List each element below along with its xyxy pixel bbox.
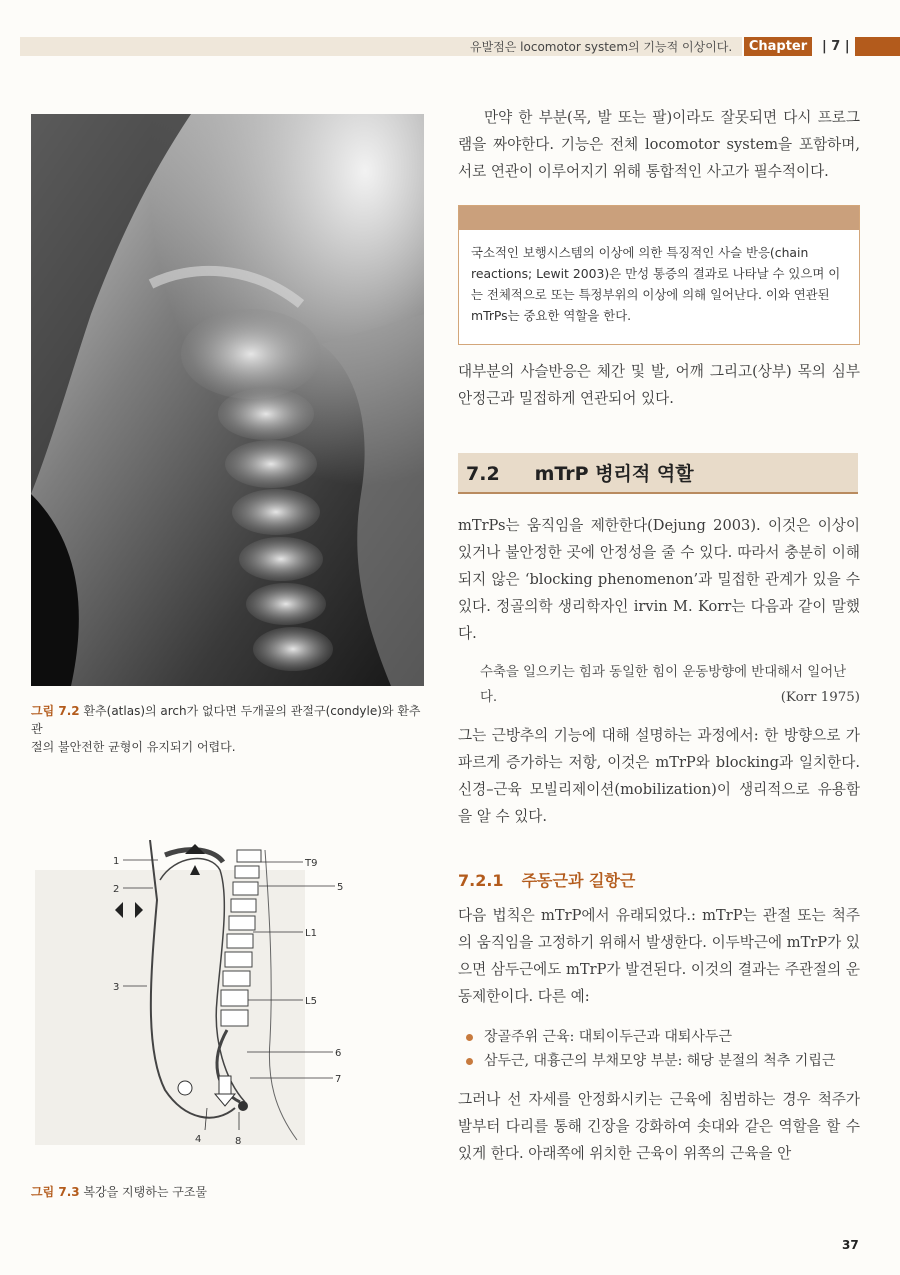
diagram-label-3: 3: [113, 982, 120, 993]
page-number: 37: [842, 1238, 859, 1252]
figure-7-3-label: 그림 7.3: [31, 1185, 80, 1199]
list-item: 장골주위 근육: 대퇴이두근과 대퇴사두근: [458, 1025, 868, 1049]
section-number: 7.2: [466, 463, 500, 485]
figure-7-3-caption: [31, 1183, 207, 1201]
intro-paragraph-text: 만약 한 부분(목, 발 또는 팔)이라도 잘못되면 다시 프로그램을 짜야한다. 기능은 전체 locomotor system을 포함하며, 서로 연관이 이루어지기 위해 통합적인 사고가 필수적이다.: [458, 109, 860, 180]
korr-quote: [480, 660, 860, 710]
intro-paragraph: [458, 104, 860, 185]
figure-7-2-caption: [31, 702, 431, 756]
final-paragraph-text: 그러나 선 자세를 안정화시키는 근육에 침범하는 경우 척주가 발부터 다리를 통해 긴장을 강화하여 솟대와 같은 역할을 할 수 있게 한다. 아래쪽에 위치한 근육이 위쪽의 근육을 안: [458, 1091, 860, 1162]
rule-paragraph-text: 다음 법칙은 mTrP에서 유래되었다.: mTrP는 관절 또는 척주의 움직임을 고정하기 위해서 발생한다. 이두박근에 mTrP가 있으면 삼두근에도 mTrP가 발견된다. 이것의 결과는 주관절의 운동제한이다. 다른 예:: [458, 907, 860, 1005]
chapter-label: Chapter: [744, 37, 812, 56]
diagram-label-1: 1: [113, 856, 120, 867]
chain-paragraph: [458, 358, 860, 412]
korr-paragraph: [458, 722, 860, 830]
xray-image: [31, 114, 424, 686]
callout-bar: [459, 206, 859, 230]
diagram-label-4: 4: [195, 1134, 202, 1145]
chapter-number: | 7 |: [822, 39, 850, 54]
section-title: mTrP 병리적 역할: [534, 463, 694, 485]
running-title: 유발점은 locomotor system의 기능적 이상이다.: [470, 40, 733, 54]
diagram-label-t9: T9: [305, 858, 318, 869]
callout-text: 국소적인 보행시스템의 이상에 의한 특징적인 사슬 반응(chain reactions; Lewit 2003)은 만성 통증의 결과로 나타날 수 있으며 이는 전체적으로 또는 특정부위의 이상에 의해 일어난다. 이와 연관된 mTrPs는 중요한 역할을 한다.: [471, 245, 841, 323]
chapter-tab: [855, 37, 900, 56]
subsection-number: 7.2.1: [458, 871, 504, 890]
figure-7-2-caption-line1: 환추(atlas)의 arch가 없다면 두개골의 관절구(condyle)와 환추 관: [31, 704, 421, 736]
diagram-label-l5: L5: [305, 996, 317, 1007]
mtrp-paragraph-text: mTrPs는 움직임을 제한한다(Dejung 2003). 이것은 이상이 있거나 불안정한 곳에 안정성을 줄 수 있다. 따라서 충분히 이해되지 않은 ‘blocking phenomenon’과 밀접한 관계가 있을 수 있다. 정골의학 생리학자인 irvin M. Korr는 다음과 같이 말했다.: [458, 517, 860, 642]
korr-paragraph-text: 그는 근방추의 기능에 대해 설명하는 과정에서: 한 방향으로 가파르게 증가하는 저항, 이것은 mTrP와 blocking과 일치한다. 신경–근육 모빌리제이션(mobilization)이 생리적으로 유용함을 알 수 있다.: [458, 727, 860, 825]
subsection-heading: [458, 868, 635, 891]
figure-7-2-label: 그림 7.2: [31, 704, 80, 718]
final-paragraph: [458, 1086, 860, 1167]
figure-7-2-caption-line2: 절의 불안전한 균형이 유지되기 어렵다.: [31, 740, 236, 754]
diagram-label-l1: L1: [305, 928, 317, 939]
example-list: [458, 1025, 868, 1073]
rule-paragraph: [458, 902, 860, 1010]
section-heading: [466, 459, 694, 486]
korr-quote-reference: (Korr 1975): [780, 690, 860, 705]
chapter-number-value: 7: [831, 39, 841, 54]
chain-paragraph-text: 대부분의 사슬반응은 체간 및 발, 어깨 그리고(상부) 목의 심부 안정근과 밀접하게 연관되어 있다.: [458, 363, 860, 407]
subsection-title: 주동근과 길항근: [521, 871, 636, 890]
korr-quote-text: 수축을 일으키는 힘과 동일한 힘이 운동방향에 반대해서 일어난다.: [480, 665, 847, 705]
callout-box: [458, 205, 860, 345]
diagram-label-2: 2: [113, 884, 120, 895]
figure-7-3-caption-text: 복강을 지탱하는 구조물: [83, 1185, 208, 1199]
mtrp-paragraph: [458, 512, 860, 647]
list-item: 삼두근, 대흉근의 부채모양 부분: 해당 분절의 척추 기립근: [458, 1049, 868, 1073]
diagram-label-6: 6: [335, 1048, 342, 1059]
diagram-label-7: 7: [335, 1074, 342, 1085]
diagram-label-8: 8: [235, 1136, 242, 1147]
abdominal-structure-diagram: [35, 840, 355, 1150]
diagram-label-5: 5: [337, 882, 344, 893]
